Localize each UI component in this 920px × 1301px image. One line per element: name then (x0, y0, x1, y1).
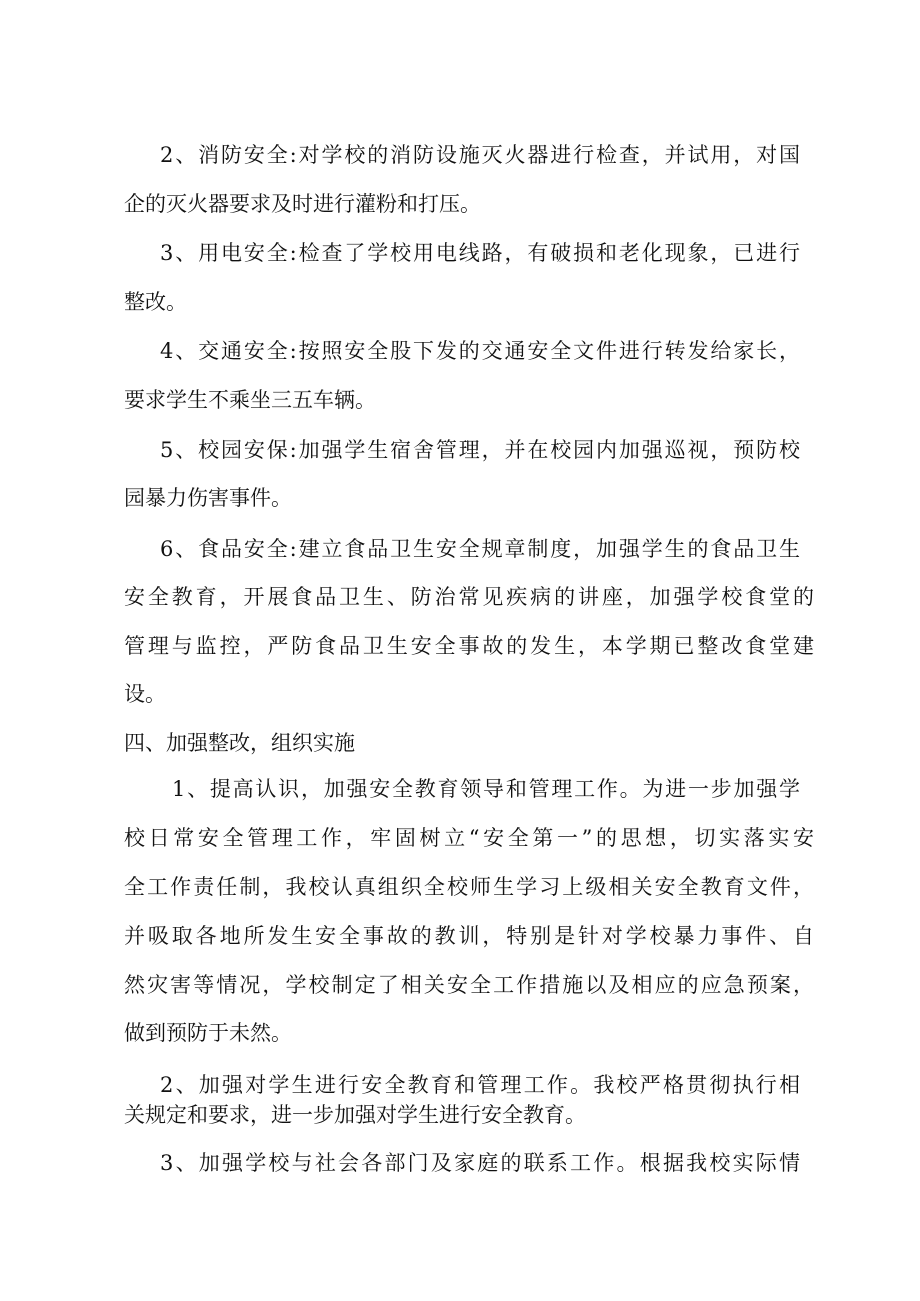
paragraph-traffic-safety-line-1: 4、交通安全:按照安全股下发的交通安全文件进行转发给家长， (160, 339, 800, 363)
paragraph-traffic-safety-line-2: 要求学生不乘坐三五车辆。 (124, 388, 376, 412)
paragraph-fire-safety-line-2: 企的灭火器要求及时进行灌粉和打压。 (124, 192, 481, 216)
paragraph-fire-safety-line-1: 2、消防安全:对学校的消防设施灭火器进行检查，并试用，对国 (160, 143, 800, 167)
paragraph-student-education-line-1: 2、加强对学生进行安全教育和管理工作。我校严格贯彻执行相 (160, 1073, 800, 1097)
paragraph-campus-security-line-2: 园暴力伤害事件。 (124, 486, 292, 510)
paragraph-food-safety-line-4: 设。 (124, 682, 166, 706)
paragraph-food-safety-line-2: 安全教育，开展食品卫生、防治常见疾病的讲座，加强学校食堂的 (124, 585, 814, 609)
paragraph-food-safety-line-1: 6、食品安全:建立食品卫生安全规章制度，加强学生的食品卫生 (160, 537, 800, 561)
paragraph-awareness-line-3: 全工作责任制，我校认真组织全校师生学习上级相关安全教育文件， (124, 875, 814, 899)
paragraph-food-safety-line-3: 管理与监控，严防食品卫生安全事故的发生，本学期已整改食堂建 (124, 634, 814, 658)
paragraph-awareness-line-6: 做到预防于未然。 (124, 1021, 292, 1045)
paragraph-family-liaison-line-1: 3、加强学校与社会各部门及家庭的联系工作。根据我校实际情 (160, 1151, 800, 1175)
paragraph-awareness-line-2: 校日常安全管理工作，牢固树立“安全第一”的思想，切实落实安 (124, 826, 814, 850)
paragraph-awareness-line-4: 并吸取各地所发生安全事故的教训，特别是针对学校暴力事件、自 (124, 924, 814, 948)
paragraph-awareness-line-1: 1、提高认识，加强安全教育领导和管理工作。为进一步加强学 (172, 777, 800, 801)
section-heading: 四、加强整改，组织实施 (124, 731, 355, 755)
paragraph-student-education-line-2: 关规定和要求，进一步加强对学生进行安全教育。 (124, 1103, 586, 1127)
paragraph-electric-safety-line-2: 整改。 (124, 290, 187, 314)
paragraph-awareness-line-5: 然灾害等情况，学校制定了相关安全工作措施以及相应的应急预案， (124, 973, 814, 997)
paragraph-electric-safety-line-1: 3、用电安全:检查了学校用电线路，有破损和老化现象，已进行 (160, 241, 800, 265)
paragraph-campus-security-line-1: 5、校园安保:加强学生宿舍管理，并在校园内加强巡视，预防校 (160, 438, 800, 462)
